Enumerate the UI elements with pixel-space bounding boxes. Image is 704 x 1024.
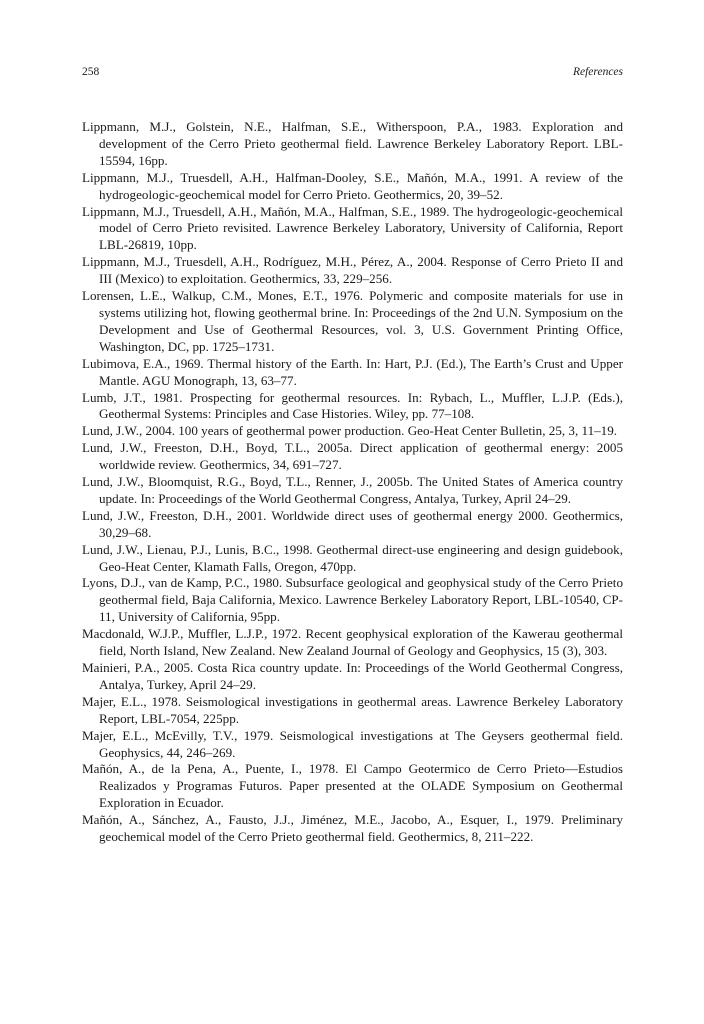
reference-entry: Lund, J.W., Bloomquist, R.G., Boyd, T.L., Renner, J., 2005b. The United States of America country update. In: Proceedings of the World Geothermal Congress, Antalya, Turkey, April 24–29.: [82, 474, 623, 506]
reference-entry: Mainieri, P.A., 2005. Costa Rica country update. In: Proceedings of the World Geothermal Congress, Antalya, Turkey, April 24–29.: [82, 660, 623, 692]
reference-entry: Lippmann, M.J., Truesdell, A.H., Rodríguez, M.H., Pérez, A., 2004. Response of Cerro Prieto II and III (Mexico) to exploitation. Geothermics, 33, 229–256.: [82, 254, 623, 287]
running-title: References: [572, 66, 623, 78]
reference-entry: Mañón, A., de la Pena, A., Puente, I., 1978. El Campo Geotermico de Cerro Prieto—Estudios Realizados y Programas Futuros. Paper presented at the OLADE Symposium on Geothermal Exploration in Ecuador.: [82, 761, 623, 811]
reference-entry: Lund, J.W., Freeston, D.H., Boyd, T.L., 2005a. Direct application of geothermal energy: 2005 worldwide review. Geothermics, 34, 691–727.: [82, 440, 623, 473]
reference-entry: Macdonald, W.J.P., Muffler, L.J.P., 1972. Recent geophysical exploration of the Kawerau geothermal field, North Island, New Zealand. New Zealand Journal of Geology and Geophysics, 15 (3), 303.: [82, 626, 623, 659]
reference-entry: Lumb, J.T., 1981. Prospecting for geothermal resources. In: Rybach, L., Muffler, L.J.P. (Eds.), Geothermal Systems: Principles and Case Histories. Wiley, pp. 77–108.: [82, 389, 623, 422]
reference-entry: Lippmann, M.J., Truesdell, A.H., Mañón, M.A., Halfman, S.E., 1989. The hydrogeologic-geochemical model of Cerro Prieto revisited. Lawrence Berkeley Laboratory, University of California, Report LBL-26819, 10pp.: [82, 203, 623, 253]
reference-entry: Lyons, D.J., van de Kamp, P.C., 1980. Subsurface geological and geophysical study of the Cerro Prieto geothermal field, Baja California, Mexico. Lawrence Berkeley Laboratory Report, LBL-10540, CP-11, University of California, 95pp.: [82, 575, 623, 625]
reference-entry: Lund, J.W., Freeston, D.H., 2001. Worldwide direct uses of geothermal energy 2000. Geothermics, 30,29–68.: [82, 507, 623, 540]
reference-entry: Lippmann, M.J., Truesdell, A.H., Halfman-Dooley, S.E., Mañón, M.A., 1991. A review of the hydrogeologic-geochemical model for Cerro Prieto. Geothermics, 20, 39–52.: [82, 169, 623, 202]
reference-entry: Majer, E.L., McEvilly, T.V., 1979. Seismological investigations at The Geysers geothermal field. Geophysics, 44, 246–269.: [82, 727, 623, 760]
reference-entry: Lippmann, M.J., Golstein, N.E., Halfman, S.E., Witherspoon, P.A., 1983. Exploration and development of the Cerro Prieto geothermal field. Lawrence Berkeley Laboratory Report. LBL-15594, 16pp.: [82, 119, 623, 168]
reference-entry: Lubimova, E.A., 1969. Thermal history of the Earth. In: Hart, P.J. (Ed.), The Earth’s Crust and Upper Mantle. AGU Monograph, 13, 63–77.: [82, 355, 623, 388]
reference-entry: Mañón, A., Sánchez, A., Fausto, J.J., Jiménez, M.E., Jacobo, A., Esquer, I., 1979. Preliminary geochemical model of the Cerro Prieto geothermal field. Geothermics, 8, 211–222.: [82, 812, 623, 845]
page-header: [82, 66, 623, 82]
reference-entry: Majer, E.L., 1978. Seismological investigations in geothermal areas. Lawrence Berkeley Laboratory Report, LBL-7054, 225pp.: [82, 693, 623, 726]
reference-entry: Lund, J.W., 2004. 100 years of geothermal power production. Geo-Heat Center Bulletin, 25, 3, 11–19.: [82, 423, 618, 439]
reference-entry: Lund, J.W., Lienau, P.J., Lunis, B.C., 1998. Geothermal direct-use engineering and design guidebook, Geo-Heat Center, Klamath Falls, Oregon, 470pp.: [82, 541, 623, 574]
reference-entry: Lorensen, L.E., Walkup, C.M., Mones, E.T., 1976. Polymeric and composite materials for use in systems utilizing hot, flowing geothermal brine. In: Proceedings of the 2nd U.N. Symposium on the Development and Use of Geothermal Resources, vol. 3, U.S. Government Printing Office, Washington, DC, pp. 1725–1731.: [82, 288, 623, 354]
reference-list: [82, 119, 623, 846]
page-number: 258: [82, 66, 100, 78]
